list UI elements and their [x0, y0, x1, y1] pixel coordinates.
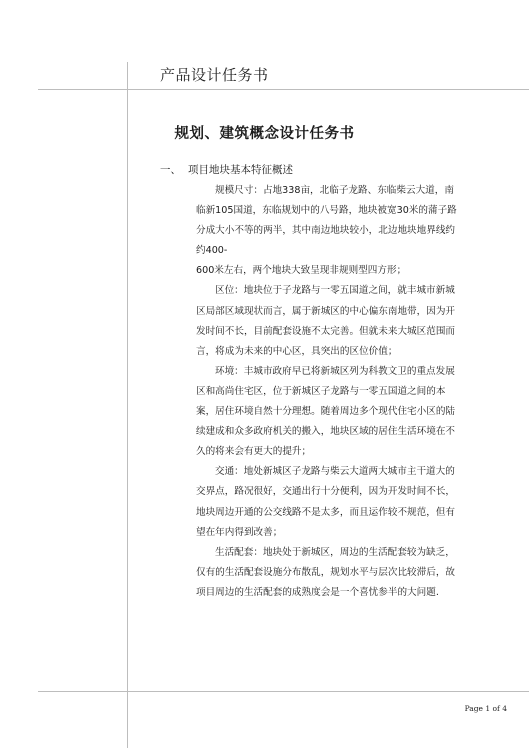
paragraph-location: 区位：地块位于子龙路与一零五国道之间，就丰城市新城区局部区域现状而言，属于新城区的中心偏东南地带，因为开发时间不长，目前配套设施不太完善。但就未来大城区范围而言，将成为未来的中心区，具突出的区位价值；	[196, 285, 456, 357]
paragraph-scale: 规模尺寸：占地338亩，北临子龙路、东临柴云大道，南临新105国道，东临规划中的八号路，地块被宽30米的蒲子路分成大小不等的两半，其中南边地块较小，北边地块地界线约约400-	[196, 185, 457, 257]
page-number: Page 1 of 4	[464, 704, 507, 713]
section-heading-text: 项目地块基本特征概述	[188, 164, 293, 176]
section-number: 一、	[160, 164, 181, 176]
paragraph-traffic: 交通：地处新城区子龙路与柴云大道两大城市主干道大的交界点，路况很好，交通出行十分便利，因为开发时间不长，地块周边开通的公交线路不是太多，而且运作较不规范，但有望在年内得到改善；	[196, 466, 456, 538]
header-title: 产品设计任务书	[160, 66, 269, 84]
footer-horizontal-rule	[38, 691, 529, 692]
header-vertical-rule	[127, 62, 128, 748]
paragraph-amenities: 生活配套：地块处于新城区，周边的生活配套较为缺乏，仅有的生活配套设施分布散乱，规划水平与层次比较滞后，故项目周边的生活配套的成熟度会是一个喜忧参半的大问题.	[196, 546, 456, 598]
paragraph-environment: 环境：丰城市政府早已将新城区列为科教文卫的重点发展区和高尚住宅区，位于新城区子龙路与一零五国道之间的本案，居住环境自然十分理想。随着周边多个现代住宅小区的陆续建成和众多政府机关的搬入，地块区域的居住生活环境在不久的将来会有更大的提升；	[196, 365, 456, 458]
section-heading	[160, 162, 293, 177]
document-title: 规划、建筑概念设计任务书	[174, 125, 355, 142]
paragraph-scale-continued: 600米左右，两个地块大致呈现非规则型四方形；	[196, 265, 407, 277]
header-horizontal-rule	[38, 89, 529, 90]
document-body	[196, 181, 460, 603]
